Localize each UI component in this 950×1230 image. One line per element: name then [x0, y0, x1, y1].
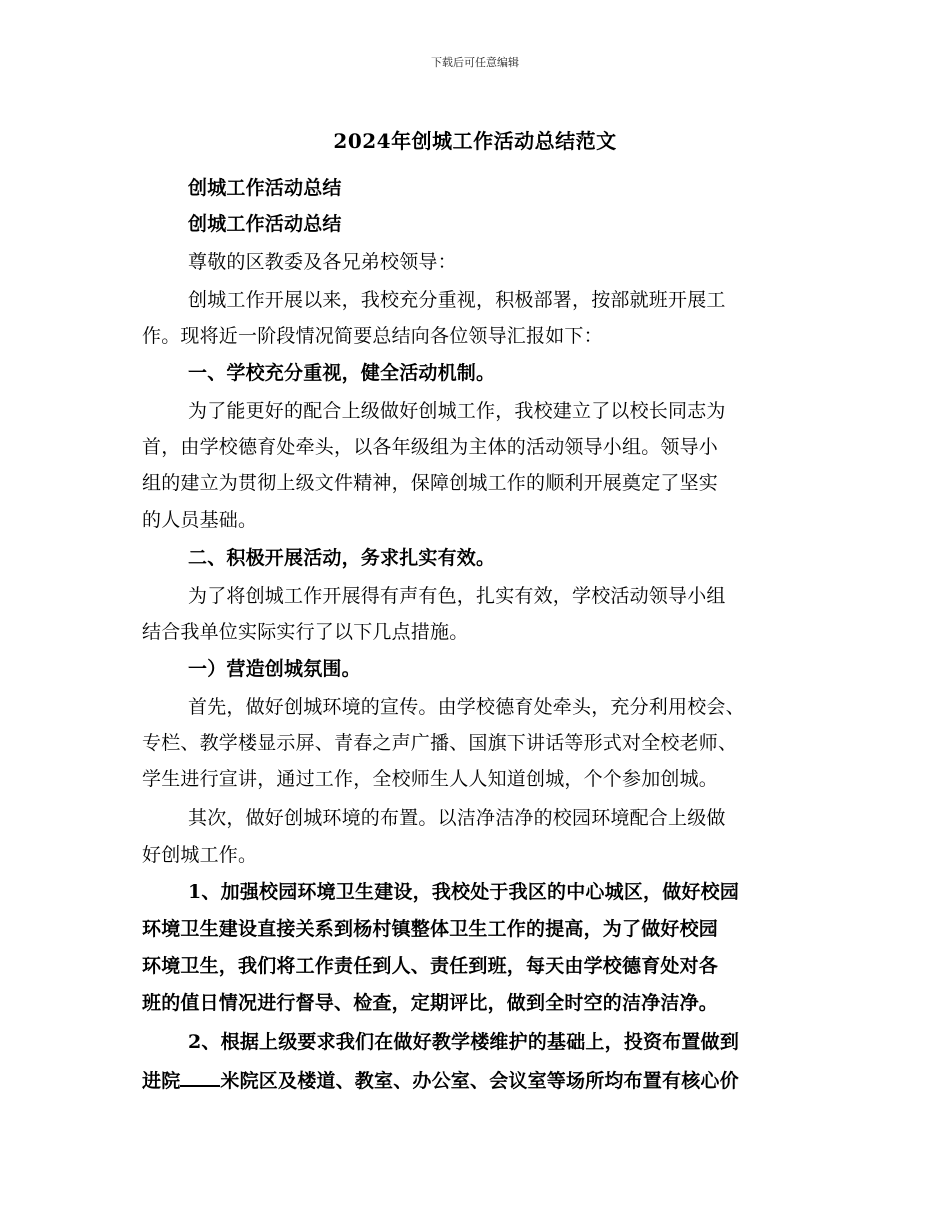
paragraph-line: 环境卫生建设直接关系到杨村镇整体卫生工作的提高，为了做好校园 — [142, 918, 719, 940]
document-title: 2024年创城工作活动总结范文 — [333, 129, 617, 153]
paragraph-line: 专栏、教学楼显示屏、青春之声广播、国旗下讲话等形式对全校老师、 — [142, 732, 738, 754]
paragraph-line: 环境卫生，我们将工作责任到人、责任到班，每天由学校德育处对各 — [142, 955, 719, 977]
paragraph-line: 作。现将近一阶段情况简要总结向各位领导汇报如下： — [142, 325, 603, 347]
paragraph-line: 1、加强校园环境卫生建设，我校处于我区的中心城区，做好校园 — [188, 881, 740, 903]
paragraph-line: 的人员基础。 — [142, 509, 258, 531]
section-heading-1: 一、学校充分重视，健全活动机制。 — [188, 362, 496, 384]
paragraph-line: 2、根据上级要求我们在做好教学楼维护的基础上，投资布置做到 — [188, 1031, 740, 1053]
paragraph-line: 学生进行宣讲，通过工作，全校师生人人知道创城，个个参加创城。 — [142, 768, 719, 790]
paragraph-line — [142, 1067, 822, 1093]
section-heading-2: 二、积极开展活动，务求扎实有效。 — [188, 547, 496, 569]
paragraph-line: 首先，做好创城环境的宣传。由学校德育处牵头，充分利用校会、 — [188, 696, 745, 718]
fill-in-blank — [180, 1067, 220, 1087]
paragraph-line: 好创城工作。 — [142, 844, 258, 866]
paragraph-line: 首，由学校德育处牵头，以各年级组为主体的活动领导小组。领导小 — [142, 436, 719, 458]
text-after-blank: 米院区及楼道、教室、办公室、会议室等场所均布置有核心价 — [220, 1070, 739, 1092]
paragraph-line: 创城工作开展以来，我校充分重视，积极部署，按部就班开展工 — [188, 289, 726, 311]
subtitle-2: 创城工作活动总结 — [188, 213, 342, 235]
header-note: 下载后可任意编辑 — [431, 56, 519, 69]
paragraph-line: 组的建立为贯彻上级文件精神，保障创城工作的顺利开展奠定了坚实 — [142, 472, 719, 494]
text-before-blank: 进院 — [142, 1070, 181, 1092]
paragraph-line: 班的值日情况进行督导、检查，定期评比，做到全时空的洁净洁净。 — [142, 992, 719, 1014]
paragraph-line: 为了将创城工作开展得有声有色，扎实有效，学校活动领导小组 — [188, 585, 726, 607]
subsection-heading: 一）营造创城氛围。 — [188, 658, 361, 680]
salutation: 尊敬的区教委及各兄弟校领导： — [188, 251, 457, 273]
paragraph-line: 为了能更好的配合上级做好创城工作，我校建立了以校长同志为 — [188, 400, 726, 422]
paragraph-line: 其次，做好创城环境的布置。以洁净洁净的校园环境配合上级做 — [188, 807, 726, 829]
subtitle-1: 创城工作活动总结 — [188, 177, 342, 199]
paragraph-line: 结合我单位实际实行了以下几点措施。 — [142, 621, 469, 643]
